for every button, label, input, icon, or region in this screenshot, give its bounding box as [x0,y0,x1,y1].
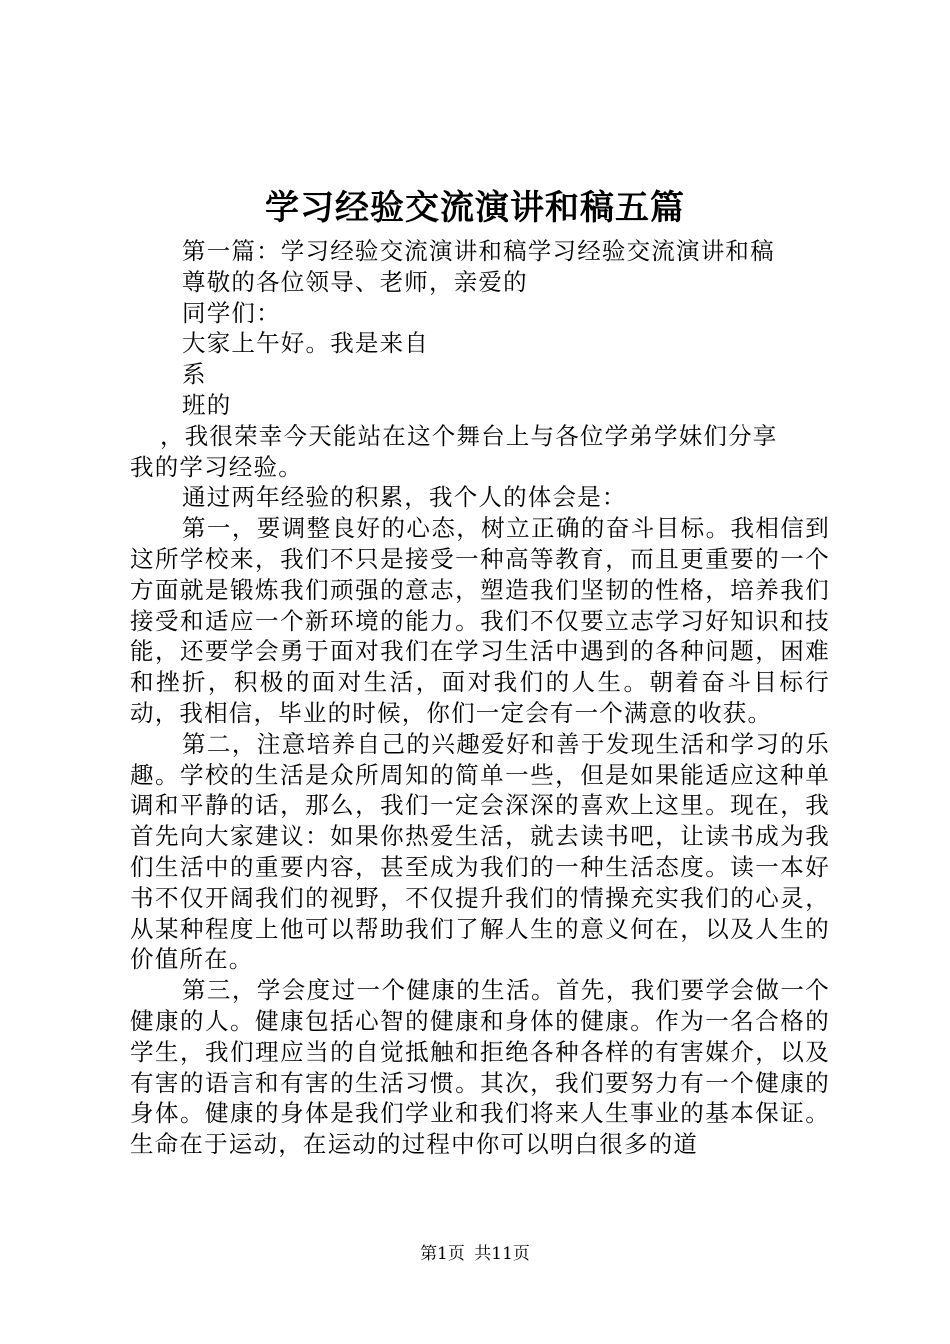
text-line: 同学们： [182,298,281,327]
paragraph: 第一，要调整良好的心态，树立正确的奋斗目标。我相信到这所学校来，我们不只是接受一种高等教育，而且更重要的一个方面就是锻炼我们顽强的意志，塑造我们坚韧的性格，培养我们接受和适应一个新环境的能力。我们不仅要立志学习好知识和技能，还要学会勇于面对我们在学习生活中遇到的各种问题，困难和挫折，积极的面对生活，面对我们的人生。朝着奋斗目标行动，我相信，毕业的时候，你们一定会有一个满意的收获。 [130,514,830,727]
paragraph: 第二，注意培养自己的兴趣爱好和善于发现生活和学习的乐趣。学校的生活是众所周知的简单一些，但是如果能适应这种单调和平静的话，那么，我们一定会深深的喜欢上这里。现在，我首先向大家建议：如果你热爱生活，就去读书吧，让读书成为我们生活中的重要内容，甚至成为我们的一种生活态度。读一本好书不仅开阔我们的视野，不仅提升我们的情操充实我们的心灵，从某种程度上他可以帮助我们了解人生的意义何在，以及人生的价值所在。 [130,729,830,974]
text-line: 尊敬的各位领导、老师，亲爱的 [182,267,528,296]
document-body [130,236,830,1160]
page-total: 共11页 [474,1244,530,1264]
text-line: ，我很荣幸今天能站在这个舞台上与各位学弟学妹们分享 [160,421,778,450]
page-number: 第1页 [420,1244,465,1264]
text-line: 我的学习经验。 [130,452,303,481]
text-line: 通过两年经验的积累，我个人的体会是： [182,483,627,512]
text-line: 班的 [182,390,232,419]
paragraph: 第三，学会度过一个健康的生活。首先，我们要学会做一个健康的人。健康包括心智的健康和身体的健康。作为一名合格的学生，我们理应当的自觉抵触和拒绝各种各样的有害媒介，以及有害的语言和有害的生活习惯。其次，我们要努力有一个健康的身体。健康的身体是我们学业和我们将来人生事业的基本保证。生命在于运动，在运动的过程中你可以明白很多的道 [130,976,830,1159]
text-line: 第一篇：学习经验交流演讲和稿学习经验交流演讲和稿 [182,237,775,265]
text-line: 系 [182,360,207,389]
text-line: 大家上午好。我是来自 [182,329,429,358]
page-footer [0,1243,950,1265]
document-title: 学习经验交流演讲和稿五篇 [265,188,685,228]
